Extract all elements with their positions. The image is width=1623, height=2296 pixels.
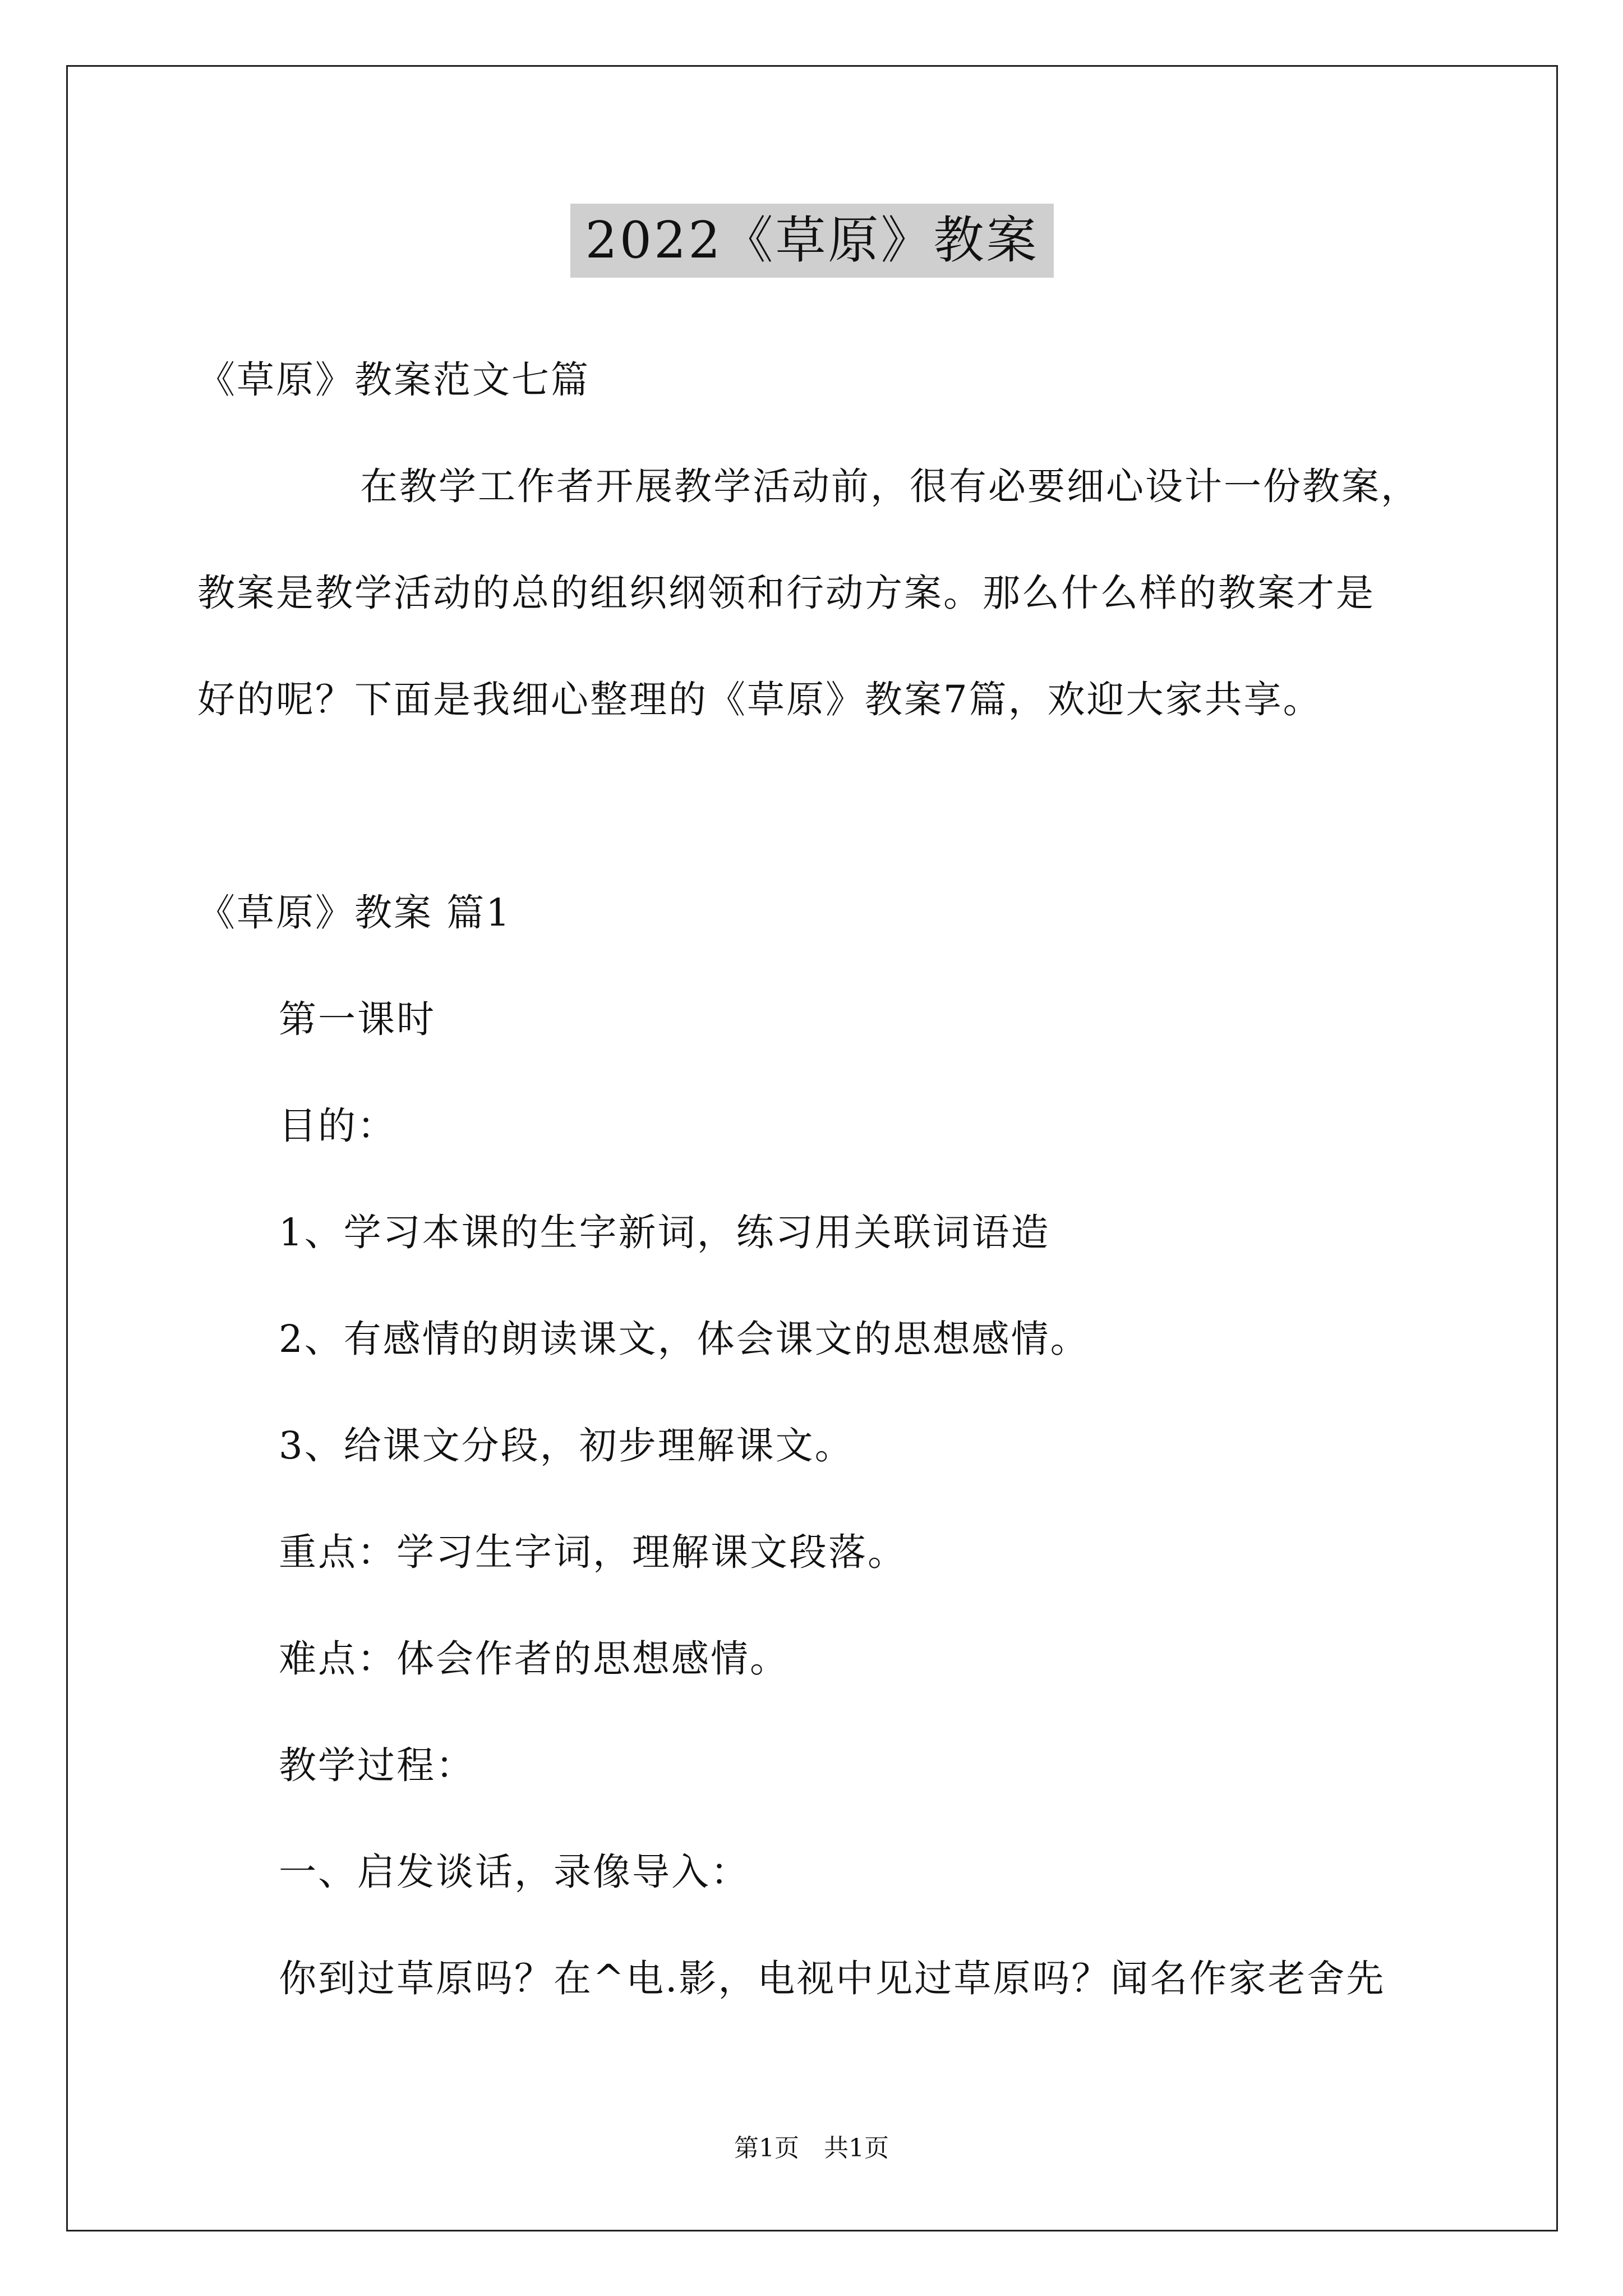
document-subtitle: 《草原》教案范文七篇 <box>197 358 590 402</box>
section-heading: 《草原》教案 篇1 <box>197 891 511 935</box>
body-line-8: 教学过程： <box>279 1743 475 1787</box>
intro-line-3: 好的呢？下面是我细心整理的《草原》教案7篇，欢迎大家共享。 <box>197 678 1322 721</box>
body-line-10: 你到过草原吗？在^电.影，电视中见过草原吗？闻名作家老舍先 <box>279 1957 1386 2000</box>
body-line-9: 一、启发谈话，录像导入： <box>279 1850 750 1894</box>
body-line-7: 难点：体会作者的思想感情。 <box>279 1637 789 1681</box>
page-footer: 第1页 共1页 <box>734 2134 889 2162</box>
body-line-4: 2、有感情的朗读课文，体会课文的思想感情。 <box>279 1317 1090 1361</box>
title-highlight <box>570 204 1054 278</box>
body-line-1: 第一课时 <box>279 997 436 1041</box>
body-line-3: 1、学习本课的生字新词，练习用关联词语造 <box>279 1211 1050 1254</box>
intro-line-1: 在教学工作者开展教学活动前，很有必要细心设计一份教案， <box>360 464 1420 508</box>
document-title: 2022《草原》教案 <box>585 211 1039 270</box>
body-line-2: 目的： <box>279 1104 396 1148</box>
body-line-5: 3、给课文分段，初步理解课文。 <box>279 1424 854 1467</box>
body-line-6: 重点：学习生字词，理解课文段落。 <box>279 1530 907 1574</box>
intro-line-2: 教案是教学活动的总的组织纲领和行动方案。那么什么样的教案才是 <box>197 571 1375 615</box>
